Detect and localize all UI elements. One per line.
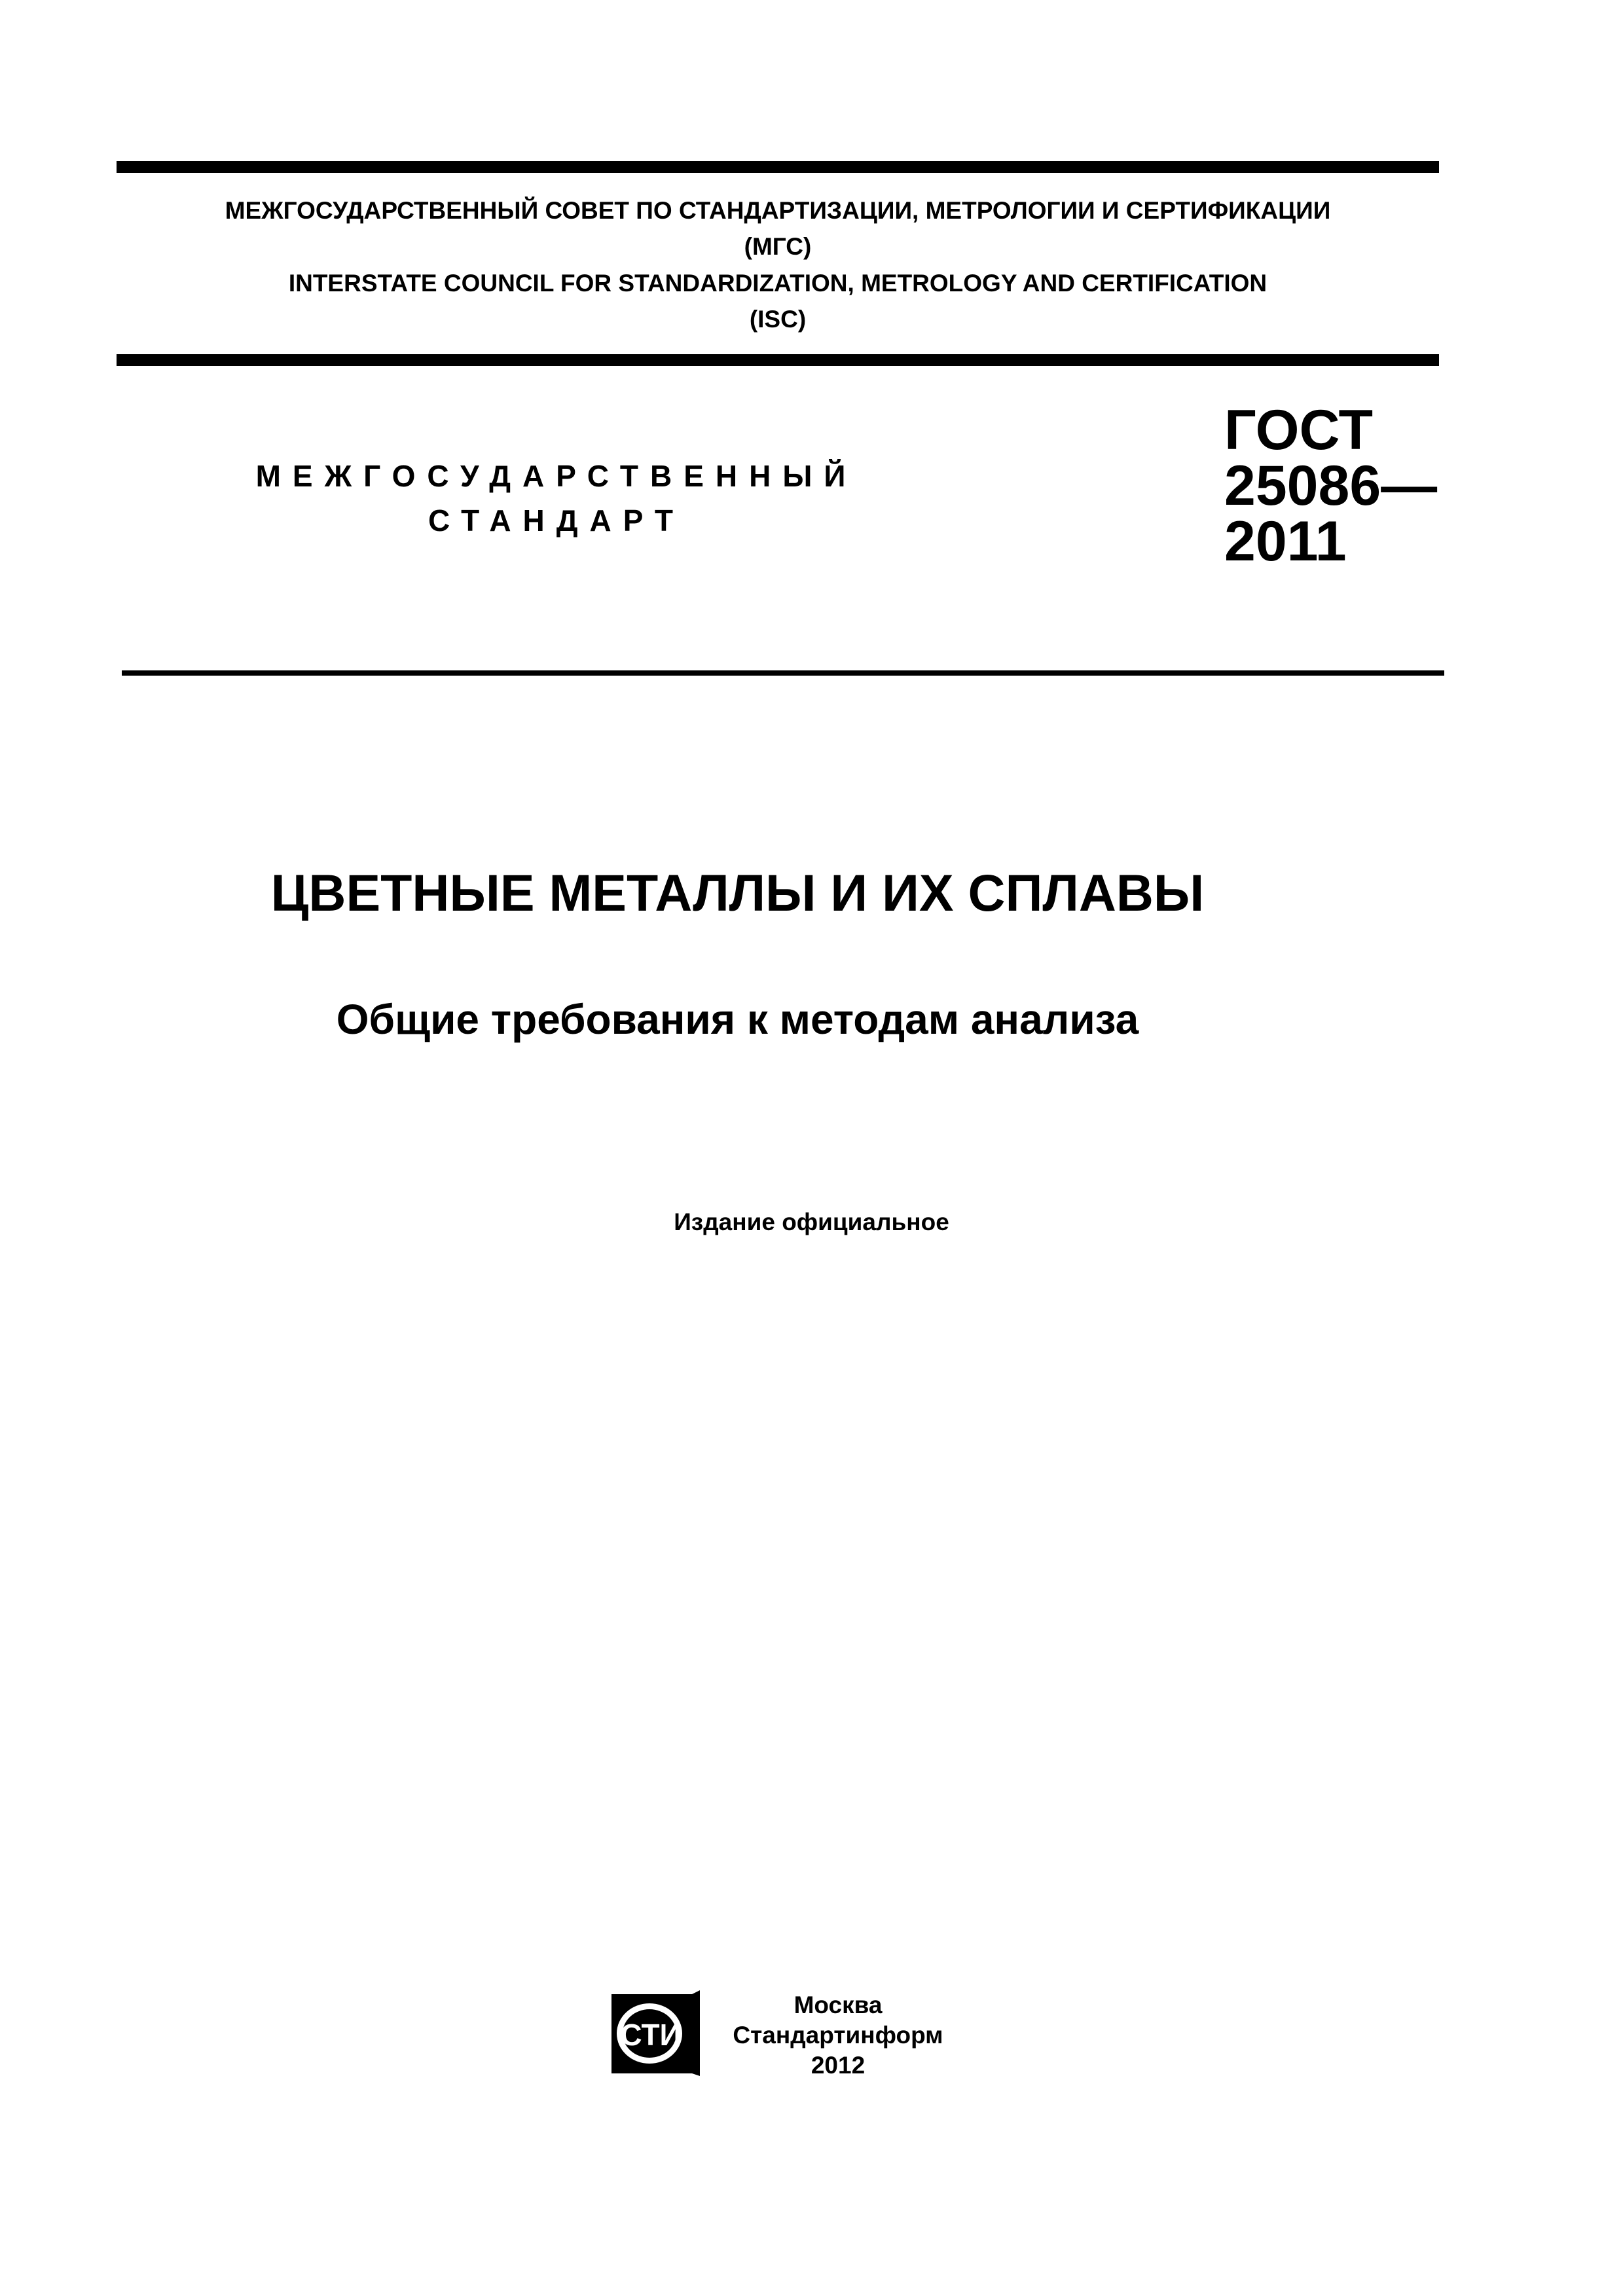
lower-rule (122, 670, 1444, 676)
gost-number: 25086— (1224, 454, 1438, 517)
document-title: ЦВЕТНЫЕ МЕТАЛЛЫ И ИХ СПЛАВЫ (270, 864, 1205, 922)
middle-rule (117, 354, 1439, 366)
standartinform-logo-icon (609, 1990, 702, 2076)
top-rule (117, 161, 1439, 173)
document-subtitle: Общие требования к методам анализа (336, 996, 1139, 1043)
imprint-city: Москва (793, 1992, 883, 2018)
imprint-year: 2012 (811, 2052, 866, 2079)
council-en-block (117, 265, 1439, 337)
gost-designation (1224, 399, 1440, 573)
gost-year: 2011 (1224, 510, 1347, 573)
council-en-abbr: (ISC) (749, 306, 807, 333)
standard-label-line2: СТАНДАРТ (428, 503, 685, 538)
logo-text: СТИ (620, 2018, 682, 2052)
standard-label-line1: МЕЖГОСУДАРСТВЕННЫЙ (255, 459, 858, 493)
council-ru-name: МЕЖГОСУДАРСТВЕННЫЙ СОВЕТ ПО СТАНДАРТИЗАЦИИ, МЕТРОЛОГИИ И СЕРТИФИКАЦИИ (225, 197, 1331, 224)
council-ru-abbr: (МГС) (744, 233, 812, 260)
council-en-name: INTERSTATE COUNCIL FOR STANDARDIZATION, METROLOGY AND CERTIFICATION (288, 270, 1267, 297)
council-ru-block (117, 192, 1439, 264)
edition-note: Издание официальное (674, 1209, 949, 1235)
gost-prefix: ГОСТ (1224, 399, 1374, 462)
imprint-block (727, 1990, 949, 2081)
imprint-publisher: Стандартинформ (733, 2022, 943, 2049)
